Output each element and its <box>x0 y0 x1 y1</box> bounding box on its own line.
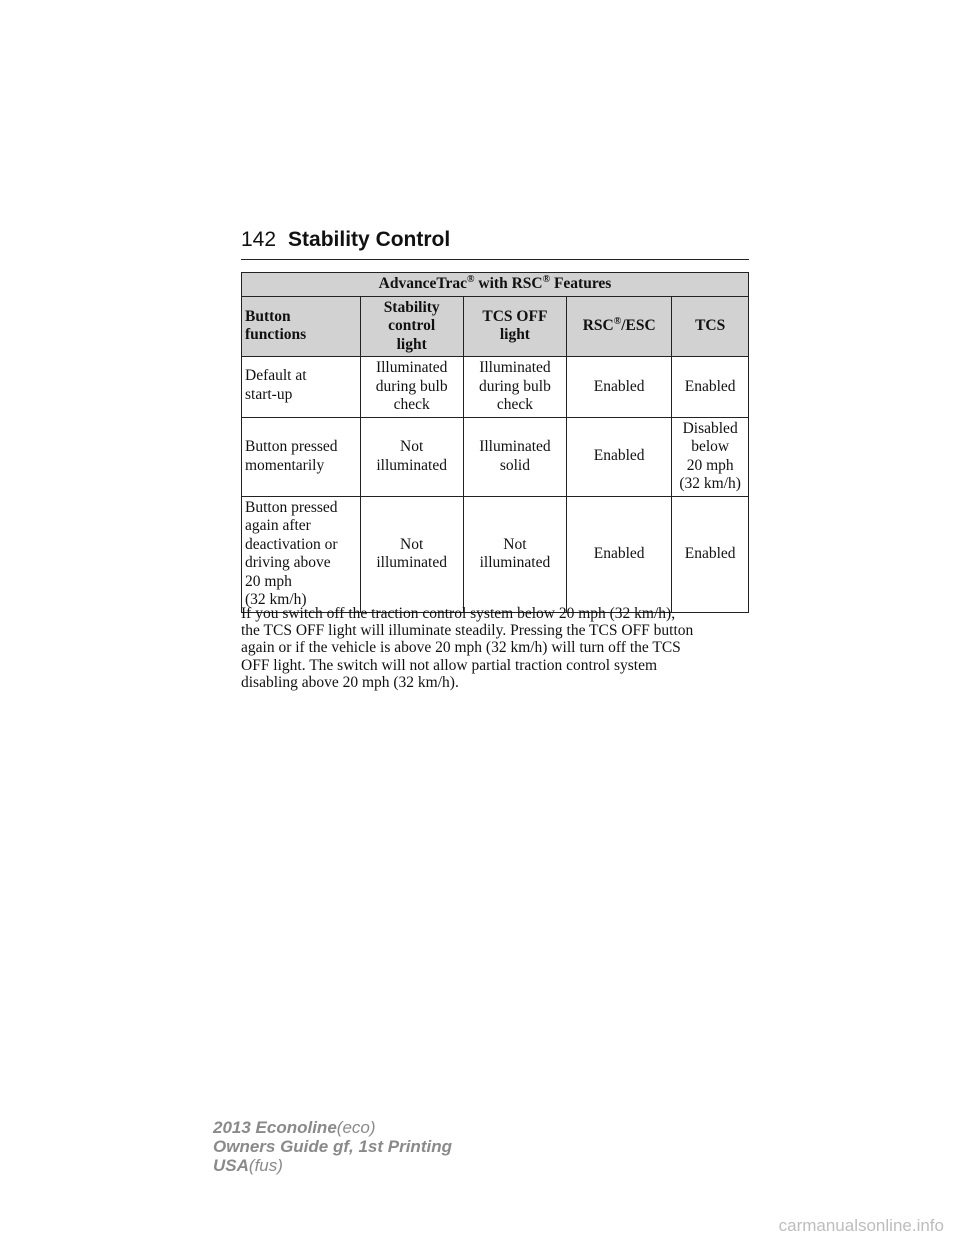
cell-function: Button pressed again after deactivation or driving above 20 mph (32 km/h) <box>242 496 361 612</box>
header-tcs: TCS <box>672 296 749 357</box>
cell-tcs-off-light: Illuminated during bulb check <box>463 357 566 418</box>
cell-function: Default at start-up <box>242 357 361 418</box>
watermark: carmanualsonline.info <box>778 1216 944 1235</box>
page-header <box>241 228 749 260</box>
table-row <box>242 417 749 496</box>
cell-stability-light: Illuminated during bulb check <box>360 357 463 418</box>
table-row <box>242 496 749 612</box>
features-table <box>241 272 749 613</box>
header-stability-light: Stability control light <box>360 296 463 357</box>
cell-rsc-esc: Enabled <box>567 417 672 496</box>
cell-tcs-off-light: Not illuminated <box>463 496 566 612</box>
cell-tcs-off-light: Illuminated solid <box>463 417 566 496</box>
header-rule <box>241 259 749 260</box>
page-number: 142 <box>241 228 277 251</box>
header-button-functions: Button functions <box>242 296 361 357</box>
footer-imprint: 2013 Econoline(eco) Owners Guide gf, 1st Printing USA(fus) <box>213 1118 452 1175</box>
table-caption: AdvanceTrac® with RSC® Features <box>242 273 749 297</box>
cell-rsc-esc: Enabled <box>567 357 672 418</box>
header-tcs-off-light: TCS OFF light <box>463 296 566 357</box>
table-header-row <box>242 296 749 357</box>
cell-tcs: Enabled <box>672 357 749 418</box>
cell-stability-light: Not illuminated <box>360 417 463 496</box>
section-title: Stability Control <box>288 228 451 251</box>
table-row <box>242 357 749 418</box>
cell-rsc-esc: Enabled <box>567 496 672 612</box>
cell-tcs: Disabled below 20 mph (32 km/h) <box>672 417 749 496</box>
cell-stability-light: Not illuminated <box>360 496 463 612</box>
cell-function: Button pressed momentarily <box>242 417 361 496</box>
header-rsc-esc: RSC®/ESC <box>567 296 672 357</box>
cell-tcs: Enabled <box>672 496 749 612</box>
body-paragraph: If you switch off the traction control system below 20 mph (32 km/h), the TCS OFF light will illuminate steadily. Pressing the TCS OFF button again or if the vehicle is above 20 mph (32 km/h) will turn off the TCS OFF light. The switch will not allow partial traction control system disabling above 20 mph (32 km/h). <box>241 605 694 691</box>
